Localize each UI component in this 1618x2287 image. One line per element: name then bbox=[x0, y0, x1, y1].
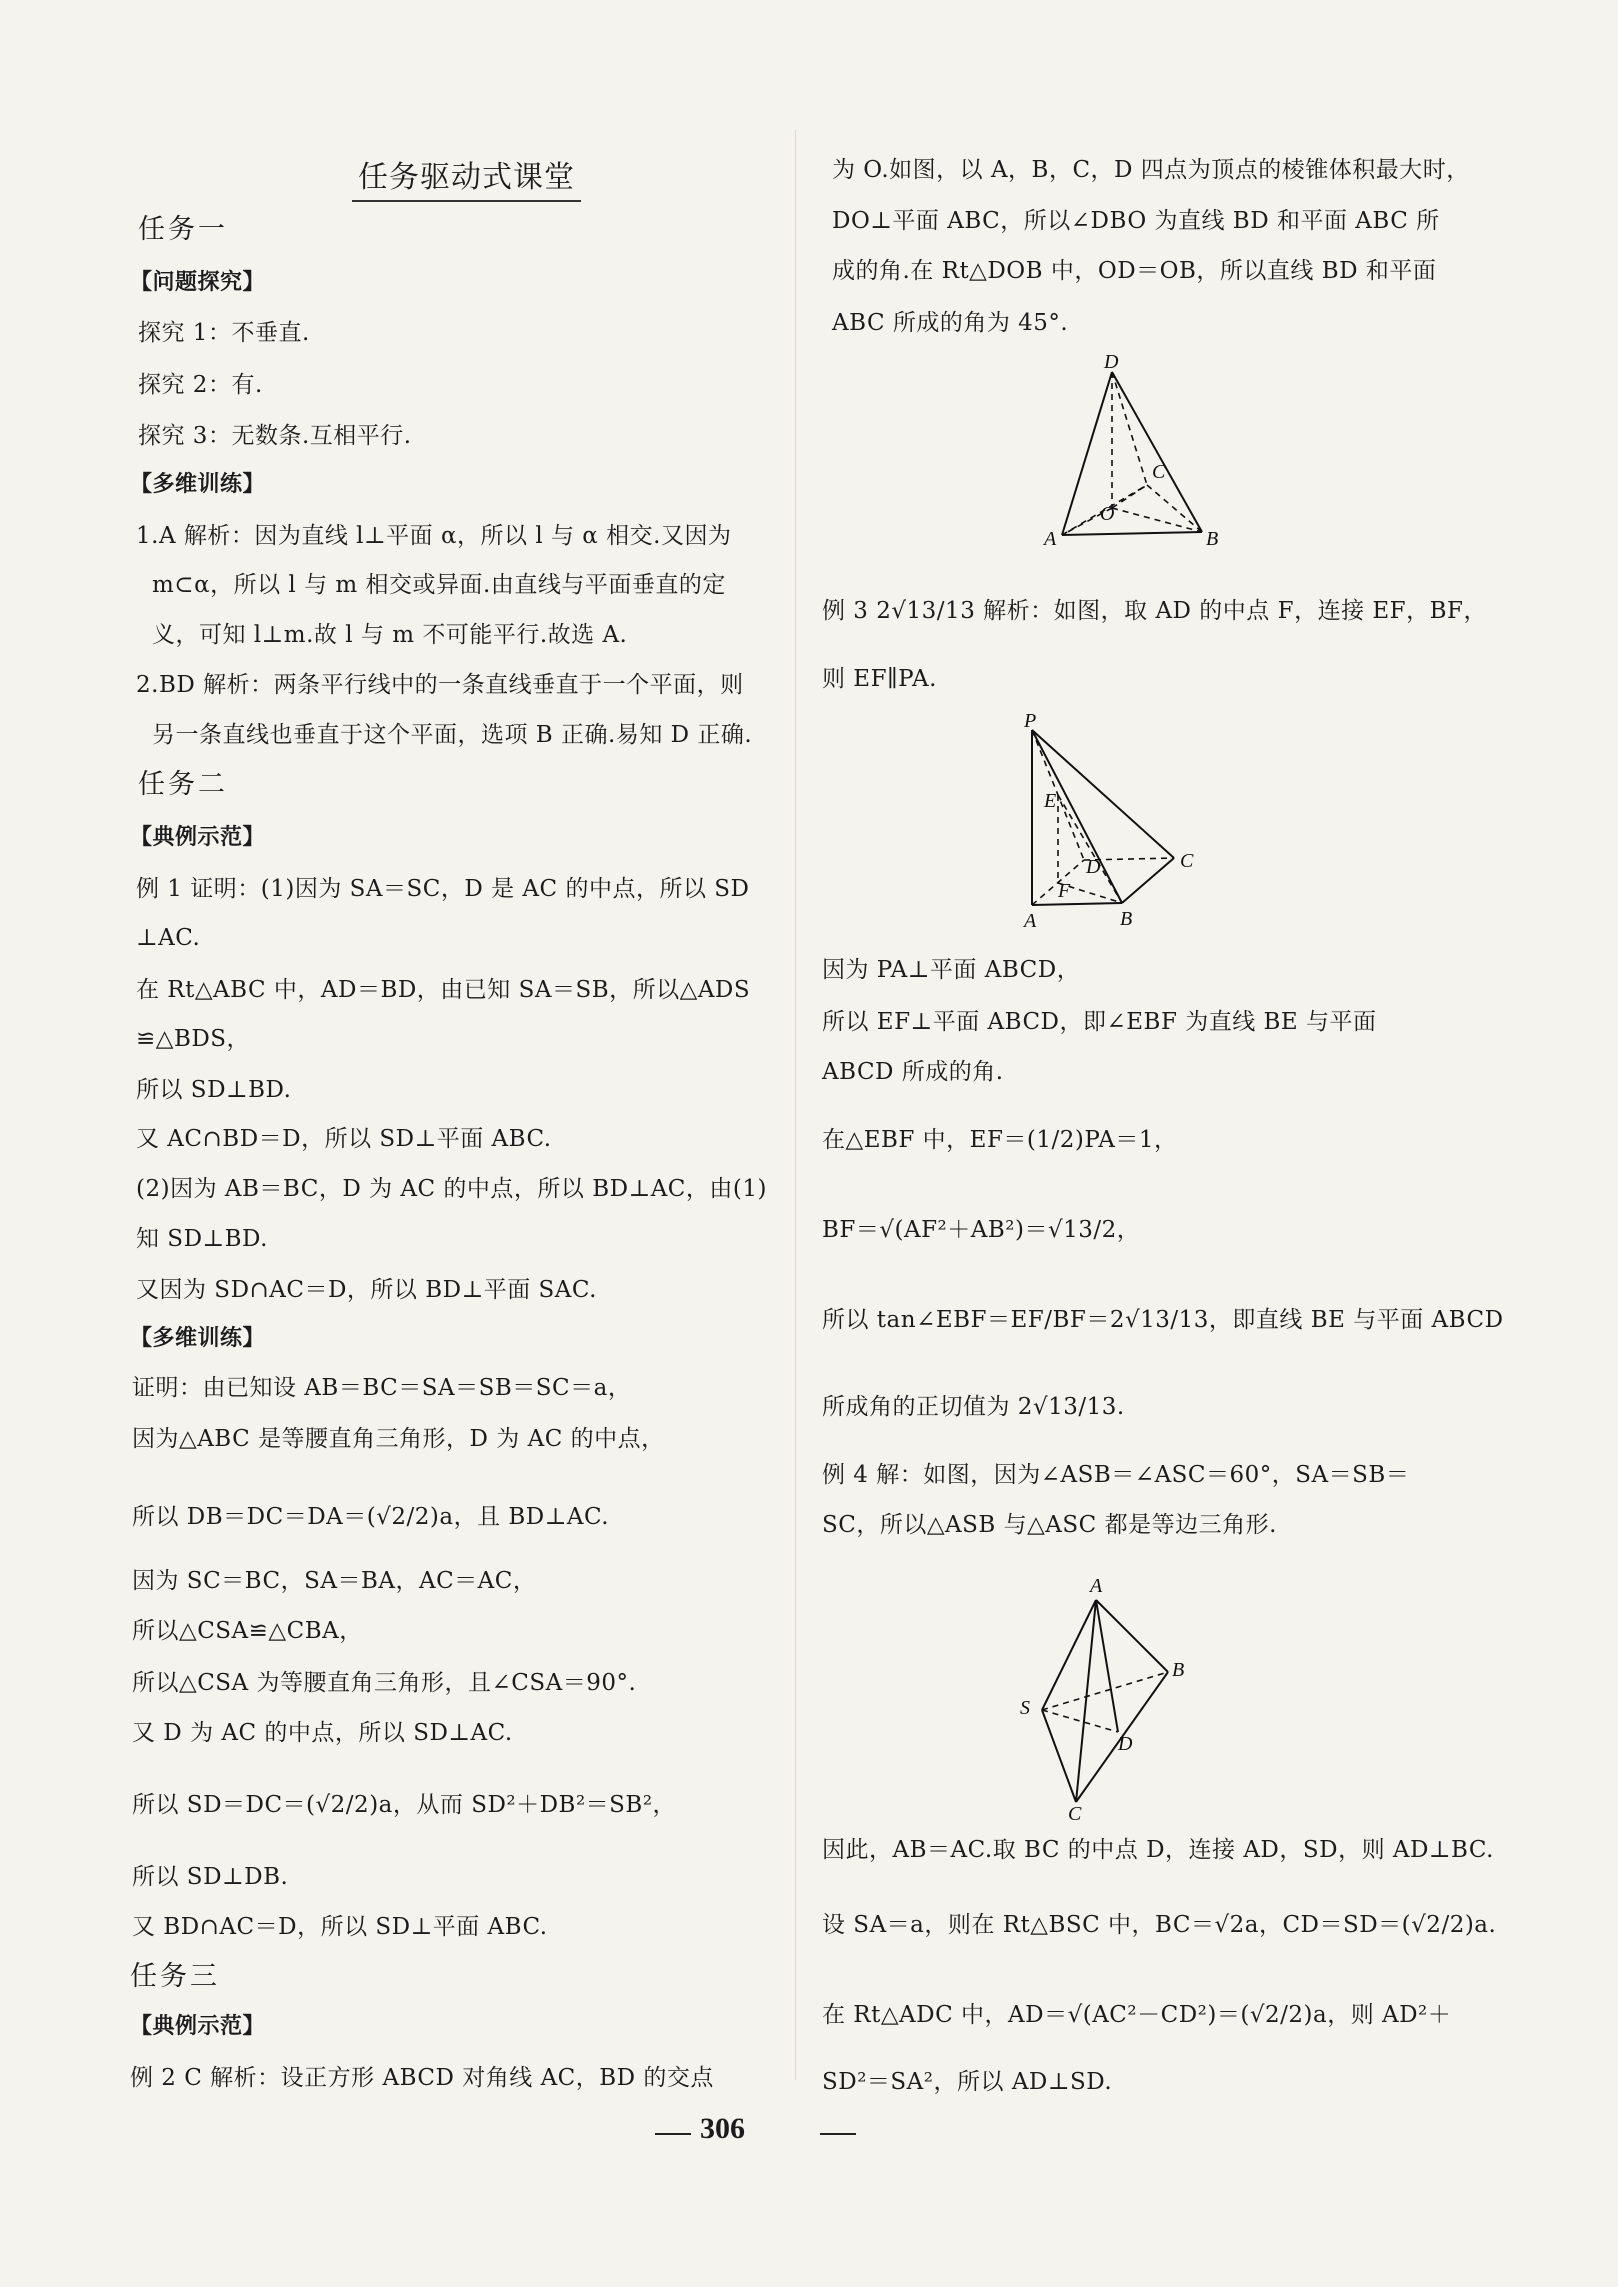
right-text-line: 所以 EF⊥平面 ABCD，即∠EBF 为直线 BE 与平面 bbox=[822, 1009, 1377, 1035]
left-text-line: 【多维训练】 bbox=[130, 472, 266, 497]
page-number-dash-left bbox=[655, 2133, 691, 2135]
fig2-label-c: C bbox=[1180, 850, 1194, 872]
left-text-line: 【多维训练】 bbox=[130, 1326, 266, 1351]
fig1-label-c: C bbox=[1152, 461, 1166, 483]
fig3-label-d: D bbox=[1118, 1733, 1133, 1755]
left-text-line: 所以 SD⊥DB. bbox=[132, 1864, 289, 1890]
right-text-line: 例 4 解：如图，因为∠ASB＝∠ASC＝60°，SA＝SB＝ bbox=[822, 1462, 1410, 1488]
right-text-line: SC，所以△ASB 与△ASC 都是等边三角形. bbox=[822, 1512, 1277, 1538]
right-text-line: 成的角.在 Rt△DOB 中，OD＝OB，所以直线 BD 和平面 bbox=[832, 258, 1437, 284]
fig2-label-a: A bbox=[1024, 910, 1037, 932]
left-text-line: 探究 2：有. bbox=[138, 372, 263, 398]
right-text-line: 为 O.如图，以 A，B，C，D 四点为顶点的棱锥体积最大时， bbox=[832, 157, 1470, 183]
left-text-line: m⊂α，所以 l 与 m 相交或异面.由直线与平面垂直的定 bbox=[152, 572, 726, 598]
left-text-line: (2)因为 AB＝BC，D 为 AC 的中点，所以 BD⊥AC，由(1) bbox=[136, 1176, 767, 1202]
fig2-label-p: P bbox=[1024, 710, 1037, 732]
fig3-label-b: B bbox=[1172, 1659, 1185, 1681]
left-text-line: 例 1 证明：(1)因为 SA＝SC，D 是 AC 的中点，所以 SD bbox=[136, 876, 750, 902]
fig1-label-b: B bbox=[1206, 528, 1219, 550]
left-text-line: 知 SD⊥BD. bbox=[136, 1226, 268, 1252]
left-text-line: 在 Rt△ABC 中，AD＝BD，由已知 SA＝SB，所以△ADS bbox=[136, 977, 751, 1003]
left-text-line: 证明：由已知设 AB＝BC＝SA＝SB＝SC＝a， bbox=[132, 1375, 632, 1401]
left-text-line: 【典例示范】 bbox=[130, 2014, 266, 2039]
right-text-line: 在 Rt△ADC 中，AD＝√(AC²－CD²)＝(√2/2)a，则 AD²＋ bbox=[822, 2002, 1452, 2028]
left-text-line: 另一条直线也垂直于这个平面，选项 B 正确.易知 D 正确. bbox=[152, 722, 753, 748]
right-text-line: 因为 PA⊥平面 ABCD， bbox=[822, 957, 1081, 983]
right-text-line: 则 EF∥PA. bbox=[822, 666, 937, 692]
fig2-label-d: D bbox=[1086, 856, 1101, 878]
left-text-line: 【问题探究】 bbox=[130, 270, 266, 295]
left-text-line: 所以 SD＝DC＝(√2/2)a，从而 SD²＋DB²＝SB²， bbox=[132, 1792, 677, 1818]
page-number: 306 bbox=[700, 2112, 745, 2145]
left-text-line: 探究 3：无数条.互相平行. bbox=[138, 423, 412, 449]
fig1-label-o: O bbox=[1100, 503, 1115, 525]
left-text-line: 因为 SC＝BC，SA＝BA，AC＝AC， bbox=[132, 1568, 537, 1594]
right-text-line: 设 SA＝a，则在 Rt△BSC 中，BC＝√2a，CD＝SD＝(√2/2)a. bbox=[822, 1912, 1497, 1938]
fig1-label-a: A bbox=[1044, 528, 1057, 550]
figure-tetrahedron-dabc bbox=[1044, 351, 1242, 564]
figure-tetrahedron-asbc bbox=[1020, 1572, 1210, 1826]
right-text-line: ABCD 所成的角. bbox=[822, 1059, 1004, 1085]
column-divider bbox=[795, 130, 796, 2080]
fig3-label-c: C bbox=[1068, 1803, 1082, 1825]
fig3-label-s: S bbox=[1020, 1697, 1030, 1719]
left-text-line: 所以△CSA 为等腰直角三角形，且∠CSA＝90°. bbox=[132, 1670, 637, 1696]
page-title: 任务驱动式课堂 bbox=[352, 152, 581, 202]
left-text-line: 例 2 C 解析：设正方形 ABCD 对角线 AC，BD 的交点 bbox=[130, 2065, 714, 2091]
right-text-line: 因此，AB＝AC.取 BC 的中点 D，连接 AD，SD，则 AD⊥BC. bbox=[822, 1837, 1494, 1863]
fig3-label-a: A bbox=[1090, 1575, 1103, 1597]
left-text-line: 2.BD 解析：两条平行线中的一条直线垂直于一个平面，则 bbox=[136, 672, 744, 698]
left-text-line: 任务一 bbox=[138, 214, 228, 245]
left-text-line: 任务三 bbox=[130, 1961, 220, 1992]
right-text-line: SD²＝SA²，所以 AD⊥SD. bbox=[822, 2069, 1113, 2095]
left-text-line: 因为△ABC 是等腰直角三角形，D 为 AC 的中点， bbox=[132, 1426, 665, 1452]
left-text-line: 所以 SD⊥BD. bbox=[136, 1077, 292, 1103]
left-text-line: 又 D 为 AC 的中点，所以 SD⊥AC. bbox=[132, 1720, 513, 1746]
left-text-line: 1.A 解析：因为直线 l⊥平面 α，所以 l 与 α 相交.又因为 bbox=[136, 523, 732, 549]
left-text-line: 又因为 SD∩AC＝D，所以 BD⊥平面 SAC. bbox=[136, 1277, 597, 1303]
right-text-line: BF＝√(AF²＋AB²)＝√13/2， bbox=[822, 1217, 1141, 1243]
fig1-label-d: D bbox=[1104, 351, 1119, 373]
left-text-line: 义，可知 l⊥m.故 l 与 m 不可能平行.故选 A. bbox=[152, 622, 628, 648]
left-text-line: 探究 1：不垂直. bbox=[138, 320, 310, 346]
fig2-label-b: B bbox=[1120, 908, 1133, 930]
left-text-line: 又 AC∩BD＝D，所以 SD⊥平面 ABC. bbox=[136, 1126, 552, 1152]
left-text-line: ⊥AC. bbox=[136, 925, 201, 951]
left-text-line: 【典例示范】 bbox=[130, 825, 266, 850]
left-text-line: ≌△BDS， bbox=[136, 1026, 251, 1052]
page-number-dash-right bbox=[820, 2133, 856, 2135]
figure-pyramid-pabcd bbox=[1022, 710, 1232, 939]
right-text-line: ABC 所成的角为 45°. bbox=[832, 310, 1069, 336]
left-text-line: 任务二 bbox=[138, 769, 228, 800]
fig2-label-e: E bbox=[1044, 790, 1057, 812]
right-text-line: 所成角的正切值为 2√13/13. bbox=[822, 1394, 1125, 1420]
left-text-line: 又 BD∩AC＝D，所以 SD⊥平面 ABC. bbox=[132, 1914, 548, 1940]
right-text-line: 所以 tan∠EBF＝EF/BF＝2√13/13，即直线 BE 与平面 ABCD bbox=[822, 1307, 1504, 1333]
right-text-line: 例 3 2√13/13 解析：如图，取 AD 的中点 F，连接 EF，BF， bbox=[822, 598, 1487, 624]
right-text-line: 在△EBF 中，EF＝(1/2)PA＝1， bbox=[822, 1127, 1178, 1153]
left-text-line: 所以△CSA≌△CBA， bbox=[132, 1618, 363, 1644]
fig2-label-f: F bbox=[1058, 880, 1071, 902]
right-text-line: DO⊥平面 ABC，所以∠DBO 为直线 BD 和平面 ABC 所 bbox=[832, 208, 1440, 234]
left-text-line: 所以 DB＝DC＝DA＝(√2/2)a，且 BD⊥AC. bbox=[132, 1504, 610, 1530]
